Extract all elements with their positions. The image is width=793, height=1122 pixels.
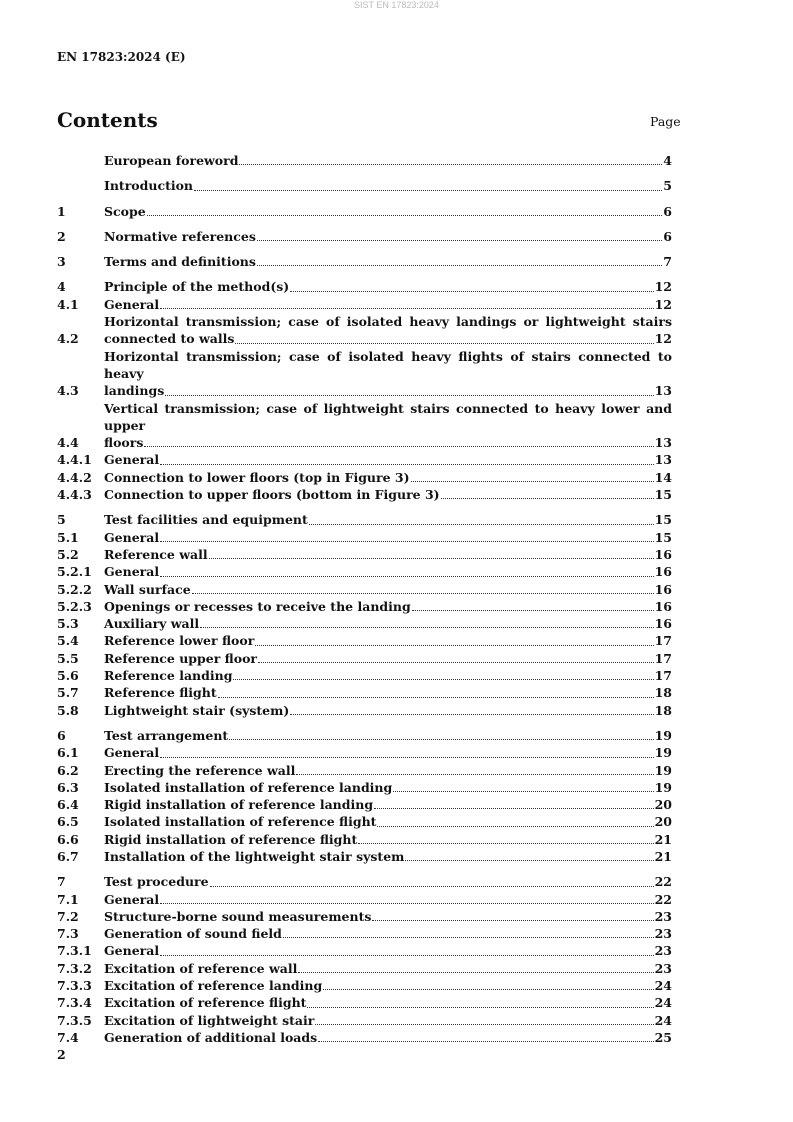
toc-entry-text <box>104 848 672 865</box>
dot-leader <box>209 558 654 559</box>
toc-entry[interactable] <box>57 451 672 468</box>
toc-entry[interactable] <box>57 873 672 890</box>
toc-entry[interactable] <box>57 994 672 1011</box>
toc-entry-text <box>104 348 672 400</box>
toc-entry-number: 4.1 <box>57 296 79 312</box>
toc-entry-title: landings <box>104 383 165 399</box>
toc-entry-title: Excitation of lightweight stair <box>104 1012 315 1028</box>
toc-entry-title: Test procedure <box>104 874 209 890</box>
toc-entry-page: 23 <box>654 943 672 959</box>
dot-leader <box>257 240 662 241</box>
toc-entry-number: 7.2 <box>57 908 79 924</box>
toc-entry-title: Connection to upper floors (bottom in Figure 3) <box>104 487 440 503</box>
toc-entry-text <box>104 228 672 245</box>
toc-entry-text <box>104 400 672 452</box>
toc-entry-text <box>104 615 672 632</box>
toc-entry-number: 5 <box>57 512 66 528</box>
toc-entry-title: General <box>104 891 160 907</box>
toc-entry-title: Reference flight <box>104 685 217 701</box>
toc-entry[interactable] <box>57 632 672 649</box>
toc-entry[interactable] <box>57 563 672 580</box>
toc-entry-title: Erecting the reference wall <box>104 762 296 778</box>
toc-entry-text <box>104 203 672 220</box>
toc-entry-number: 5.2 <box>57 546 79 562</box>
toc-entry-text <box>104 313 672 348</box>
toc-entry-title: Structure-borne sound measurements <box>104 908 372 924</box>
toc-entry-number: 6.4 <box>57 797 79 813</box>
toc-entry-text <box>104 581 672 598</box>
dot-leader <box>283 937 654 938</box>
dot-leader <box>160 576 653 577</box>
toc-entry-title: Test arrangement <box>104 727 229 743</box>
toc-entry-number: 6.6 <box>57 831 79 847</box>
toc-entry-text <box>104 960 672 977</box>
toc-entry[interactable] <box>57 203 672 220</box>
toc-entry-title: Test facilities and equipment <box>104 512 308 528</box>
dot-leader <box>239 164 662 165</box>
toc-entry[interactable] <box>57 313 672 348</box>
toc-entry-page: 13 <box>654 383 672 399</box>
toc-entry-page: 24 <box>654 978 672 994</box>
toc-entry-number: 5.2.2 <box>57 581 92 597</box>
toc-entry-number: 5.7 <box>57 685 79 701</box>
toc-entry-page: 22 <box>654 891 672 907</box>
toc-entry-title: Reference upper floor <box>104 650 258 666</box>
toc-entry[interactable] <box>57 278 672 295</box>
toc-entry-title: Installation of the lightweight stair system <box>104 848 405 864</box>
toc-entry-title-line1: Horizontal transmission; case of isolated heavy landings or lightweight stairs <box>104 314 672 330</box>
toc-entry[interactable] <box>57 831 672 848</box>
toc-entry-text <box>104 994 672 1011</box>
toc-entry-page: 13 <box>654 452 672 468</box>
toc-entry-title: Introduction <box>104 178 194 194</box>
toc-entry[interactable] <box>57 727 672 744</box>
toc-entry-number: 5.5 <box>57 650 79 666</box>
toc-entry-page: 5 <box>663 178 672 194</box>
dot-leader <box>257 265 662 266</box>
table-of-contents <box>57 152 672 1046</box>
toc-entry-number: 7.3.1 <box>57 943 92 959</box>
toc-entry-text <box>104 632 672 649</box>
toc-entry-number: 5.2.1 <box>57 564 92 580</box>
toc-entry-title: Reference lower floor <box>104 633 255 649</box>
toc-entry-number: 5.4 <box>57 633 79 649</box>
toc-entry-text <box>104 253 672 270</box>
toc-entry-number: 7.3.4 <box>57 995 92 1011</box>
dot-leader <box>160 541 653 542</box>
dot-leader <box>377 826 653 827</box>
toc-entry-number: 4.3 <box>57 383 79 399</box>
toc-entry-page: 6 <box>663 228 672 244</box>
toc-entry-title: Excitation of reference landing <box>104 978 323 994</box>
toc-entry-page: 19 <box>654 727 672 743</box>
toc-entry-text <box>104 486 672 503</box>
toc-entry-page: 6 <box>663 203 672 219</box>
toc-entry-page: 16 <box>654 564 672 580</box>
toc-entry[interactable] <box>57 684 672 701</box>
toc-entry-number: 7.3.2 <box>57 960 92 976</box>
toc-entry-text <box>104 942 672 959</box>
toc-entry-page: 13 <box>654 435 672 451</box>
toc-entry[interactable] <box>57 348 672 400</box>
toc-entry[interactable] <box>57 650 672 667</box>
toc-entry-number: 6.1 <box>57 745 79 761</box>
toc-entry[interactable] <box>57 779 672 796</box>
toc-entry[interactable] <box>57 702 672 719</box>
toc-entry[interactable] <box>57 400 672 452</box>
toc-entry-title: Excitation of reference wall <box>104 960 298 976</box>
toc-entry[interactable] <box>57 486 672 503</box>
toc-entry[interactable] <box>57 598 672 615</box>
toc-entry-title: European foreword <box>104 153 239 168</box>
toc-entry-title: General <box>104 943 160 959</box>
toc-entry-number: 7.1 <box>57 891 79 907</box>
toc-entry-number: 7.3.5 <box>57 1012 92 1028</box>
toc-entry-text <box>104 779 672 796</box>
toc-entry-text <box>104 667 672 684</box>
dot-leader <box>405 860 653 861</box>
toc-entry-number: 3 <box>57 254 66 270</box>
toc-entry-title-line1: Vertical transmission; case of lightweight stairs connected to heavy lower and upper <box>104 400 672 433</box>
toc-entry-number: 4.2 <box>57 331 79 347</box>
toc-entry[interactable] <box>57 908 672 925</box>
toc-entry-title: Excitation of reference flight <box>104 995 307 1011</box>
toc-entry-number: 6.7 <box>57 848 79 864</box>
toc-entry-title: Isolated installation of reference landing <box>104 779 393 795</box>
toc-entry[interactable] <box>57 469 672 486</box>
toc-entry-text <box>104 598 672 615</box>
toc-entry[interactable] <box>57 1029 672 1046</box>
toc-entry[interactable] <box>57 1012 672 1029</box>
toc-entry-title: Generation of additional loads <box>104 1029 318 1045</box>
dot-leader <box>165 395 653 396</box>
toc-entry[interactable] <box>57 253 672 270</box>
toc-entry-title: General <box>104 529 160 545</box>
toc-entry-number: 4 <box>57 279 66 295</box>
toc-entry-text <box>104 650 672 667</box>
toc-entry-text <box>104 152 672 169</box>
toc-entry-text <box>104 925 672 942</box>
toc-entry[interactable] <box>57 546 672 563</box>
dot-leader <box>194 190 662 191</box>
toc-entry-text <box>104 563 672 580</box>
toc-entry[interactable] <box>57 667 672 684</box>
dot-leader <box>290 291 653 292</box>
toc-entry-page: 7 <box>663 254 672 270</box>
toc-entry-page: 21 <box>654 831 672 847</box>
toc-entry-page: 14 <box>654 469 672 485</box>
page-title: Contents <box>57 108 158 132</box>
toc-entry-page: 15 <box>654 487 672 503</box>
dot-leader <box>296 774 653 775</box>
toc-entry-number: 5.3 <box>57 616 79 632</box>
toc-entry-page: 15 <box>654 512 672 528</box>
toc-entry-text <box>104 727 672 744</box>
toc-entry-title: Terms and definitions <box>104 254 256 270</box>
toc-entry-page: 19 <box>654 762 672 778</box>
watermark: SIST EN 17823:2024 <box>354 0 439 10</box>
toc-entry-text <box>104 702 672 719</box>
toc-entry-text <box>104 451 672 468</box>
toc-entry[interactable] <box>57 960 672 977</box>
page-column-label: Page <box>650 114 681 129</box>
dot-leader <box>258 662 654 663</box>
toc-entry-text <box>104 278 672 295</box>
toc-entry-number: 7 <box>57 874 66 890</box>
toc-entry-page: 16 <box>654 616 672 632</box>
toc-entry-text <box>104 908 672 925</box>
toc-entry-title: General <box>104 564 160 580</box>
toc-entry-title: Openings or recesses to receive the landing <box>104 598 411 614</box>
toc-entry-number: 7.4 <box>57 1029 79 1045</box>
toc-entry-number: 5.6 <box>57 668 79 684</box>
toc-entry-title: Scope <box>104 203 146 219</box>
toc-entry-number: 6.2 <box>57 762 79 778</box>
toc-entry[interactable] <box>57 177 672 194</box>
dot-leader <box>210 886 654 887</box>
toc-entry-title: connected to walls <box>104 331 235 347</box>
dot-leader <box>374 808 654 809</box>
dot-leader <box>372 920 653 921</box>
toc-entry-title: Isolated installation of reference flight <box>104 814 377 830</box>
dot-leader <box>318 1041 653 1042</box>
toc-entry[interactable] <box>57 511 672 528</box>
toc-entry-number: 1 <box>57 203 66 219</box>
toc-entry-page: 25 <box>654 1029 672 1045</box>
toc-entry-text <box>104 796 672 813</box>
toc-entry-number: 4.4.2 <box>57 469 92 485</box>
toc-entry[interactable] <box>57 296 672 313</box>
toc-entry-page: 23 <box>654 926 672 942</box>
toc-entry[interactable] <box>57 762 672 779</box>
toc-entry-text <box>104 684 672 701</box>
toc-entry[interactable] <box>57 529 672 546</box>
toc-entry-number: 7.3.3 <box>57 978 92 994</box>
toc-entry-page: 24 <box>654 995 672 1011</box>
toc-entry-title: Connection to lower floors (top in Figure 3) <box>104 469 410 485</box>
toc-entry-number: 4.4.1 <box>57 452 92 468</box>
toc-entry-page: 18 <box>654 702 672 718</box>
dot-leader <box>160 308 653 309</box>
toc-entry-page: 19 <box>654 779 672 795</box>
dot-leader <box>192 593 654 594</box>
toc-entry[interactable] <box>57 796 672 813</box>
toc-entry-text <box>104 1012 672 1029</box>
toc-entry-number: 5.2.3 <box>57 598 92 614</box>
dot-leader <box>412 610 654 611</box>
toc-entry[interactable] <box>57 744 672 761</box>
dot-leader <box>200 627 653 628</box>
dot-leader <box>307 1007 653 1008</box>
toc-entry-page: 17 <box>654 650 672 666</box>
toc-entry-number: 5.8 <box>57 702 79 718</box>
toc-entry-number: 4.4 <box>57 435 79 451</box>
toc-entry-page: 4 <box>663 153 672 168</box>
toc-entry-page: 16 <box>654 598 672 614</box>
toc-entry-title: General <box>104 296 160 312</box>
dot-leader <box>323 989 653 990</box>
dot-leader <box>309 524 654 525</box>
toc-entry-text <box>104 744 672 761</box>
toc-entry-page: 19 <box>654 745 672 761</box>
toc-entry-page: 23 <box>654 960 672 976</box>
toc-entry-number: 7.3 <box>57 926 79 942</box>
toc-entry-page: 12 <box>654 279 672 295</box>
dot-leader <box>160 757 653 758</box>
toc-entry-text <box>104 873 672 890</box>
toc-entry-page: 22 <box>654 874 672 890</box>
toc-entry[interactable] <box>57 977 672 994</box>
toc-entry-number: 6 <box>57 727 66 743</box>
dot-leader <box>160 903 653 904</box>
dot-leader <box>160 955 653 956</box>
toc-entry-text <box>104 977 672 994</box>
dot-leader <box>290 714 653 715</box>
dot-leader <box>144 446 653 447</box>
toc-entry-page: 15 <box>654 529 672 545</box>
toc-entry-title: Normative references <box>104 228 256 244</box>
dot-leader <box>147 215 663 216</box>
toc-entry-text <box>104 529 672 546</box>
toc-entry-text <box>104 813 672 830</box>
toc-entry-title: Wall surface <box>104 581 191 597</box>
toc-entry-title: General <box>104 745 160 761</box>
toc-entry[interactable] <box>57 152 672 169</box>
toc-entry-text <box>104 891 672 908</box>
toc-entry-number: 4.4.3 <box>57 487 92 503</box>
dot-leader <box>358 843 653 844</box>
toc-entry-title: Reference landing <box>104 668 233 684</box>
toc-entry-page: 16 <box>654 581 672 597</box>
toc-entry[interactable] <box>57 942 672 959</box>
toc-entry-page: 16 <box>654 546 672 562</box>
toc-entry-title: Auxiliary wall <box>104 616 200 632</box>
page-number: 2 <box>57 1047 66 1062</box>
toc-entry[interactable] <box>57 615 672 632</box>
toc-entry[interactable] <box>57 891 672 908</box>
toc-entry[interactable] <box>57 228 672 245</box>
toc-entry-title: General <box>104 452 160 468</box>
toc-entry-number: 2 <box>57 228 66 244</box>
toc-entry-page: 17 <box>654 668 672 684</box>
toc-entry-page: 20 <box>654 797 672 813</box>
dot-leader <box>160 464 653 465</box>
toc-entry-page: 17 <box>654 633 672 649</box>
toc-entry-page: 12 <box>654 331 672 347</box>
toc-entry-page: 12 <box>654 296 672 312</box>
toc-entry-title: Rigid installation of reference landing <box>104 797 374 813</box>
dot-leader <box>229 739 653 740</box>
toc-entry-title: Principle of the method(s) <box>104 279 290 295</box>
toc-entry-page: 20 <box>654 814 672 830</box>
dot-leader <box>315 1024 653 1025</box>
toc-entry-number: 6.3 <box>57 779 79 795</box>
dot-leader <box>441 498 654 499</box>
toc-entry-text <box>104 177 672 194</box>
toc-entry-text <box>104 831 672 848</box>
toc-entry-page: 24 <box>654 1012 672 1028</box>
dot-leader <box>233 679 653 680</box>
toc-entry-text <box>104 762 672 779</box>
toc-entry-text <box>104 296 672 313</box>
dot-leader <box>235 343 653 344</box>
toc-entry-text <box>104 1029 672 1046</box>
toc-entry-text <box>104 469 672 486</box>
toc-entry-text <box>104 546 672 563</box>
toc-entry-title: Generation of sound field <box>104 926 282 942</box>
toc-entry[interactable] <box>57 925 672 942</box>
toc-entry-page: 21 <box>654 848 672 864</box>
dot-leader <box>218 697 654 698</box>
toc-entry-page: 18 <box>654 685 672 701</box>
toc-entry-text <box>104 511 672 528</box>
toc-entry-title-line1: Horizontal transmission; case of isolated heavy flights of stairs connected to heavy <box>104 348 672 381</box>
dot-leader <box>411 481 654 482</box>
dot-leader <box>298 972 653 973</box>
toc-entry-title: Lightweight stair (system) <box>104 702 290 718</box>
toc-entry[interactable] <box>57 848 672 865</box>
toc-entry-number: 6.5 <box>57 814 79 830</box>
document-header: EN 17823:2024 (E) <box>57 50 186 64</box>
dot-leader <box>393 791 653 792</box>
toc-entry[interactable] <box>57 813 672 830</box>
toc-entry-title: Rigid installation of reference flight <box>104 831 358 847</box>
toc-entry-title: floors <box>104 435 144 451</box>
toc-entry-number: 5.1 <box>57 529 79 545</box>
toc-entry-title: Reference wall <box>104 546 208 562</box>
toc-entry[interactable] <box>57 581 672 598</box>
dot-leader <box>255 645 653 646</box>
toc-entry-page: 23 <box>654 908 672 924</box>
